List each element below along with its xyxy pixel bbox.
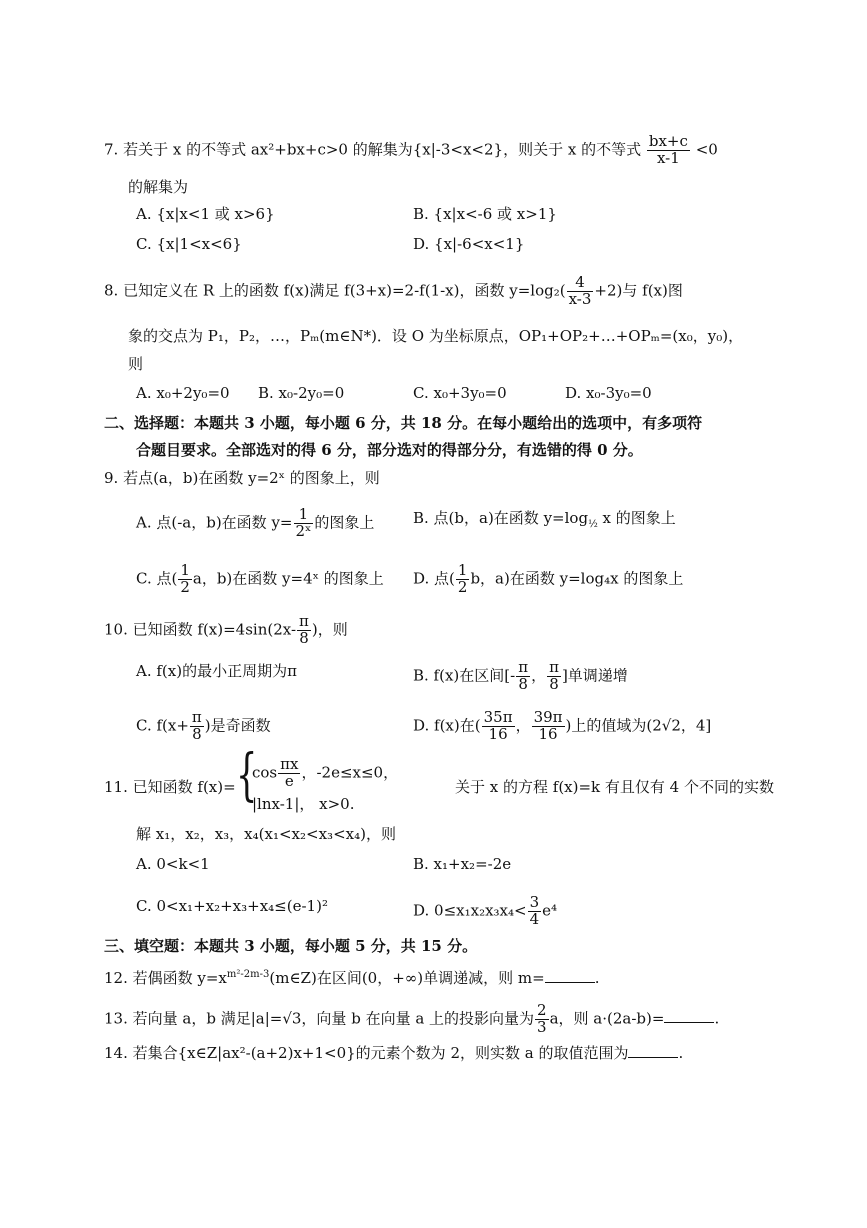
q10-c-text: C. f(x+	[136, 716, 189, 735]
q10-c-tail: )是奇函数	[204, 716, 271, 735]
q11-d-fraction	[528, 895, 542, 928]
q8-stem-text: 8. 已知定义在 R 上的函数 f(x)满足 f(3+x)=2-f(1-x)，函数 y=log₂(	[104, 281, 566, 300]
q10-b-d2: 8	[549, 674, 559, 693]
q10-b-tail: ]单调递增	[561, 666, 628, 685]
q7-frac-den: x-1	[656, 148, 680, 167]
q11-option-d	[413, 895, 557, 928]
q11-d-tail: e⁴	[542, 901, 558, 920]
q10-d-n2: 39π	[533, 708, 563, 726]
q9-c-tail: a，b)在函数 y=4ˣ 的图象上	[192, 569, 384, 588]
q10-d-mid: ，	[515, 716, 531, 735]
q9-d-num: 1	[457, 561, 468, 579]
q11-stem-text: 11. 已知函数 f(x)=	[104, 778, 236, 796]
q9-option-d	[413, 563, 683, 596]
q11-case1-den: e	[284, 771, 294, 790]
q9-a-num: 1	[294, 507, 314, 524]
q14-stem-tail: .	[678, 1044, 684, 1062]
q7-fraction	[647, 134, 690, 167]
q8-option-b: B. x₀-2y₀=0	[258, 384, 345, 402]
q9-option-b	[413, 507, 676, 536]
q7-stem-tail: <0	[695, 140, 718, 159]
q13-num: 2	[537, 1001, 547, 1019]
q11-d-num: 3	[529, 893, 540, 911]
q10-c-fraction	[190, 710, 204, 743]
q10-d-frac1	[482, 710, 515, 743]
q10-b-frac2	[547, 660, 561, 693]
q11-option-a: A. 0<k<1	[136, 855, 210, 873]
q7-option-c: C. {x|1<x<6}	[136, 235, 242, 253]
q10-b-d1: 8	[518, 674, 528, 693]
q12-stem-mid: (m∈Z)在区间(0，+∞)单调递减，则 m=	[269, 969, 545, 987]
q10-stem-tail: )，则	[311, 620, 348, 639]
q13-den: 3	[537, 1017, 547, 1036]
q10-stem-text: 10. 已知函数 f(x)=4sin(2x-	[104, 620, 297, 639]
q12-stem	[104, 964, 599, 989]
q10-option-d	[413, 710, 711, 743]
q11-case1-tail: ，-2e≤x≤0，	[301, 763, 399, 782]
q11-stem-line2: 解 x₁，x₂，x₃，x₄(x₁<x₂<x₃<x₄)，则	[136, 825, 396, 843]
q8-stem-line2: 象的交点为 P₁，P₂，…，Pₘ(m∈N*)．设 O 为坐标原点，OP₁+OP₂+…+OPₘ=(x₀，y₀)，	[128, 327, 744, 345]
q10-b-mid: ，	[531, 666, 547, 685]
section-2-line2: 合题目要求。全部选对的得 6 分，部分选对的得部分分，有选错的得 0 分。	[136, 441, 643, 459]
q11-d-den: 4	[529, 909, 540, 928]
q9-b-tail: x 的图象上	[597, 509, 676, 527]
q10-fraction	[297, 614, 311, 647]
q9-c-text: C. 点(	[136, 569, 178, 588]
q10-stem	[104, 614, 348, 647]
q9-option-a	[136, 507, 374, 540]
q11-stem-tail: 关于 x 的方程 f(x)=k 有且仅有 4 个不同的实数	[455, 778, 774, 796]
q13-stem-mid: a，则 a·(2a-b)=	[549, 1009, 665, 1028]
q7-stem	[104, 134, 718, 167]
q10-d-text: D. f(x)在(	[413, 716, 481, 735]
q10-b-n2: π	[549, 658, 559, 676]
q9-c-num: 1	[180, 561, 190, 579]
q7-option-d: D. {x|-6<x<1}	[413, 235, 525, 253]
q8-stem-tail: +2)与 f(x)图	[594, 281, 683, 300]
q13-stem-text: 13. 若向量 a，b 满足|a|=√3，向量 b 在向量 a 上的投影向量为	[104, 1009, 535, 1028]
q10-c-num: π	[191, 708, 202, 726]
q12-stem-tail: .	[594, 969, 600, 987]
q12-exponent: m²-2m-3	[226, 969, 270, 980]
q11-case1-text: cos	[252, 763, 278, 782]
q9-d-fraction	[456, 563, 470, 596]
q8-option-d: D. x₀-3y₀=0	[565, 384, 652, 402]
q7-frac-num: bx+c	[648, 132, 688, 150]
q10-d-d2: 16	[538, 724, 558, 743]
q10-b-frac1	[516, 660, 530, 693]
q14-stem-text: 14. 若集合{x∈Z|ax²-(a+2)x+1<0}的元素个数为 2，则实数 a 的取值范围为	[104, 1044, 629, 1062]
q9-b-text: B. 点(b，a)在函数 y=log	[413, 509, 589, 527]
q13-stem	[104, 1003, 719, 1036]
q10-option-c	[136, 710, 271, 743]
section-2-line1: 二、选择题：本题共 3 小题，每小题 6 分，共 18 分。在每小题给出的选项中，有多项符	[104, 414, 703, 432]
q9-d-tail: b，a)在函数 y=log₄x 的图象上	[470, 569, 684, 588]
q10-c-den: 8	[192, 724, 202, 743]
q10-option-b	[413, 660, 628, 693]
q9-option-c	[136, 563, 384, 596]
q13-fraction	[535, 1003, 549, 1036]
q10-den: 8	[299, 628, 309, 647]
q7-stem-line2: 的解集为	[128, 178, 189, 196]
section-3-line1: 三、填空题：本题共 3 小题，每小题 5 分，共 15 分。	[104, 937, 478, 955]
q8-option-c: C. x₀+3y₀=0	[413, 384, 507, 402]
q7-option-a: A. {x|x<1 或 x>6}	[136, 205, 275, 223]
q10-b-n1: π	[518, 658, 529, 676]
q8-option-a: A. x₀+2y₀=0	[136, 384, 230, 402]
q9-a-text: A. 点(-a，b)在函数 y=	[136, 513, 293, 532]
q8-frac-den: x-3	[568, 289, 592, 308]
q11-case2: |lnx-1|， x>0.	[252, 795, 355, 813]
q9-stem: 9. 若点(a，b)在函数 y=2ˣ 的图象上，则	[104, 469, 380, 487]
q8-stem	[104, 275, 683, 308]
q12-answer-blank[interactable]	[545, 968, 595, 983]
q14-answer-blank[interactable]	[628, 1043, 678, 1058]
q11-option-c: C. 0<x₁+x₂+x₃+x₄≤(e-1)²	[136, 897, 328, 915]
q10-d-frac2	[532, 710, 565, 743]
q11-case1-num: πx	[280, 755, 299, 773]
q7-option-b: B. {x|x<-6 或 x>1}	[413, 205, 557, 223]
q10-option-a: A. f(x)的最小正周期为π	[136, 662, 297, 680]
q13-stem-tail: .	[714, 1009, 720, 1028]
q10-d-tail: )上的值域为(2√2，4]	[565, 716, 712, 735]
q10-num: π	[299, 612, 309, 630]
q9-a-fraction	[294, 507, 314, 540]
q9-d-text: D. 点(	[413, 569, 455, 588]
q14-stem	[104, 1042, 683, 1064]
q11-case1-fraction	[278, 757, 300, 790]
q11-case1	[252, 757, 398, 790]
q11-option-b: B. x₁+x₂=-2e	[413, 855, 512, 873]
q8-stem-line3: 则	[128, 355, 144, 373]
q10-b-text: B. f(x)在区间[-	[413, 666, 516, 685]
q7-stem-text: 7. 若关于 x 的不等式 ax²+bx+c>0 的解集为{x|-3<x<2}，则关于 x 的不等式	[104, 140, 642, 159]
q9-c-fraction	[178, 563, 192, 596]
q9-a-tail: 的图象上	[314, 513, 375, 532]
q8-fraction	[567, 275, 594, 308]
q9-c-den: 2	[180, 577, 190, 596]
q11-brace: {	[236, 743, 258, 808]
q10-d-n1: 35π	[483, 708, 513, 726]
q13-answer-blank[interactable]	[664, 1008, 714, 1023]
q9-d-den: 2	[457, 577, 468, 596]
q8-frac-num: 4	[567, 275, 594, 292]
q12-stem-text: 12. 若偶函数 y=x	[104, 969, 227, 987]
q9-b-sub: ½	[588, 519, 598, 530]
q9-a-den: 2ˣ	[295, 521, 312, 540]
q10-d-d1: 16	[488, 724, 508, 743]
q11-d-text: D. 0≤x₁x₂x₃x₄<	[413, 901, 527, 920]
